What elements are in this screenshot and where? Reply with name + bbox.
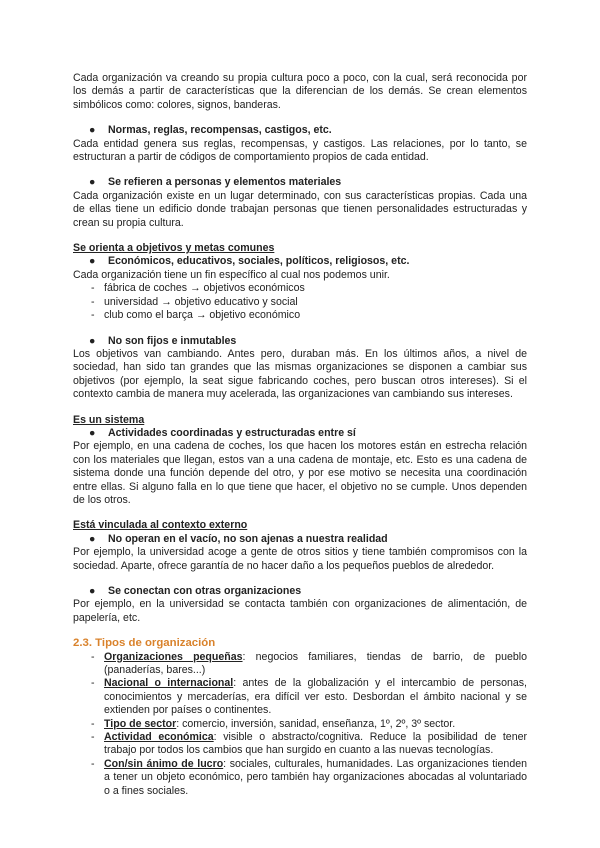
- bullet-no-operan: [73, 533, 527, 546]
- bullet-title: Se conectan con otras organizaciones: [108, 585, 302, 597]
- bullet-conectan: [73, 585, 527, 598]
- heading-contexto: Está vinculada al contexto externo: [73, 519, 248, 532]
- list-item: - Nacional o internacional: antes de la globalización y el intercambio de personas, conocimientos y mercaderías, era difícil ver esto. Desbordan el ámbito nacional y se extienden por países o continentes.: [91, 677, 527, 717]
- bullet-title: Normas, reglas, recompensas, castigos, etc.: [108, 124, 332, 137]
- bullet-title: Actividades coordinadas y estructuradas entre sí: [108, 426, 356, 439]
- bullet-dot: ●: [89, 585, 96, 597]
- bullet-title: No operan en el vacío, no son ajenas a nuestra realidad: [108, 532, 388, 545]
- actividades-paragraph: Por ejemplo, en una cadena de coches, los que hacen los motores están en estrecha relación con los materiales que llegan, estos van a una cadena de montaje, etc. Esto es una cadena de sistema donde una función depende del otro, y por ese motivo se necesita una coordinación entre ellas. Si alguno falla en lo que tiene que hacer, el objetivo no se cumple. Unos dependen de los otros.: [73, 440, 527, 506]
- list-item: - Con/sin ánimo de lucro: sociales, culturales, humanidades. Las organizaciones tienden a tener un objeto económico, pero también hay organizaciones abocadas al voluntariado o a fines sociales.: [91, 757, 527, 797]
- bullet-personas: [73, 176, 527, 189]
- list-item: - universidad → objetivo educativo y social: [91, 295, 298, 308]
- no-operan-paragraph: Por ejemplo, la universidad acoge a gente de otros sitios y tiene también compromisos con la sociedad. Aparte, ofrece garantía de no hacer daño a los pequeños pueblos de alrededor.: [73, 546, 527, 572]
- bullet-no-fijos: [73, 335, 527, 348]
- bullet-dot: ●: [89, 426, 96, 439]
- bullet-dot: ●: [89, 334, 96, 347]
- list-item: - club como el barça → objetivo económico: [91, 309, 301, 322]
- types-list: [73, 651, 527, 798]
- bullet-title: Se refieren a personas y elementos materiales: [108, 176, 342, 189]
- bullet-normas: [73, 124, 527, 137]
- section-title-tipos: 2.3. Tipos de organización: [73, 637, 216, 650]
- bullet-dot: ●: [89, 255, 96, 268]
- list-item: - Actividad económica: visible o abstracto/cognitiva. Reduce la posibilidad de tener trabajo por todos los cambios que han surgido en cuanto a las nuevas tecnologías.: [91, 731, 527, 757]
- bullet-actividades: [73, 427, 527, 440]
- conectan-paragraph: Por ejemplo, en la universidad se contacta también con organizaciones de alimentación, de papelería, etc.: [73, 598, 527, 624]
- no-fijos-paragraph: Los objetivos van cambiando. Antes pero, duraban más. En los últimos años, a nivel de sociedad, han sido tan grandes que las mismas organizaciones se disponen a cambiar sus objetivos (por ejemplo, la seat sigue fabricando coches, pero buscan otros intereses). Si el contexto cambia de manera muy acelerada, las organizaciones van cambiando sus intereses.: [73, 347, 527, 401]
- heading-objetivos: Se orienta a objetivos y metas comunes: [73, 242, 275, 255]
- economicos-paragraph: Cada organización tiene un fin específico al cual nos podemos unir.: [73, 268, 390, 281]
- bullet-title: Económicos, educativos, sociales, políticos, religiosos, etc.: [108, 255, 410, 268]
- bullet-economicos: [73, 255, 527, 268]
- list-item: - fábrica de coches → objetivos económicos: [91, 282, 305, 295]
- intro-paragraph: Cada organización va creando su propia cultura poco a poco, con la cual, será reconocida por los demás a partir de características que la diferencian de los demás. Se crean elementos simbólicos como: colores, signos, banderas.: [73, 72, 527, 111]
- heading-sistema: Es un sistema: [73, 413, 145, 426]
- bullet-dot: ●: [89, 176, 96, 189]
- bullet-dot: ●: [89, 532, 96, 545]
- bullet-dot: ●: [89, 124, 96, 137]
- document-body: [73, 72, 527, 798]
- examples-list: [73, 282, 527, 322]
- list-item: - Tipo de sector: comercio, inversión, sanidad, enseñanza, 1º, 2º, 3º sector.: [91, 717, 456, 730]
- list-item: - Organizaciones pequeñas: negocios familiares, tiendas de barrio, de pueblo (panaderías, bares...): [91, 650, 527, 677]
- normas-paragraph: Cada entidad genera sus reglas, recompensas, y castigos. Las relaciones, por lo tanto, se estructuran a partir de códigos de comportamiento propios de cada entidad.: [73, 137, 527, 164]
- personas-paragraph: Cada organización existe en un lugar determinado, con sus características propias. Cada una de ellas tiene un edificio donde trabajan personas que tienen personalidades estructuradas y crean su propia cultura.: [73, 189, 527, 229]
- bullet-title: No son fijos e inmutables: [108, 334, 237, 347]
